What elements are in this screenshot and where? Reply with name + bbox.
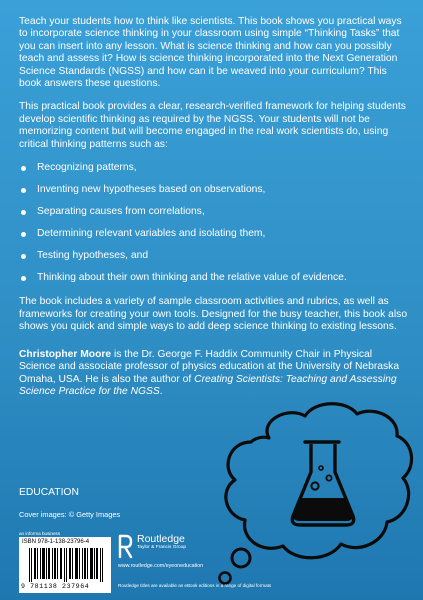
list-item: Recognizing patterns, [19, 162, 411, 174]
list-item: Thinking about their own thinking and the relative value of evidence. [19, 272, 411, 284]
list-item: Determining relevant variables and isolating them, [19, 228, 411, 240]
barcode-number: 9 781138 237964 [21, 583, 90, 590]
publisher-url: www.routledge.com/eyeoneducation [118, 563, 204, 569]
author-book-title: Creating Scientists: Teaching and Assessing Science Practice for the NGSS [19, 373, 397, 398]
thinking-patterns-list [19, 162, 411, 284]
list-item: Inventing new hypotheses based on observations, [19, 184, 411, 196]
description-paragraph-1: Teach your students how to think like scientists. This book shows you practical ways to incorporate science thinking in your classroom using simple “Thinking Tasks” that you can insert into any lesson. What is science thinking and how can you possibly teach and assess it? How is science thinking incorporated into the Next Generation Science Standards (NGSS) and how can it be weaved into your curriculum? This book answers these questions. [19, 16, 402, 90]
ebook-note: Routledge titles are available as eBook editions in a range of digital formats [118, 583, 272, 588]
author-bio-end: . [159, 386, 163, 398]
publisher-name: Routledge [137, 533, 185, 545]
flask-icon [292, 442, 353, 525]
publisher-group: Taylor & Francis Group [137, 545, 187, 550]
description-paragraph-2: This practical book provides a clear, research-verified framework for helping students develop scientific thinking as required by the NGSS. Your students will not be memorizing content but will become engaged in the real work scientists do, using critical thinking patterns such as: [19, 101, 406, 150]
isbn-barcode [19, 537, 111, 593]
cover-credit: Cover images: © Getty Images [19, 510, 121, 519]
barcode-bars [29, 548, 103, 582]
routledge-logo-icon [118, 534, 133, 559]
publisher-logo [118, 533, 238, 577]
author-bio [19, 349, 411, 399]
isbn-number: ISBN 978-1-138-23796-4 [22, 539, 90, 545]
book-description [19, 16, 411, 345]
list-item: Separating causes from correlations, [19, 206, 411, 218]
flask-thought-bubble-icon [211, 398, 421, 588]
informa-tagline: an informa business [19, 531, 61, 536]
list-item: Testing hypotheses, and [19, 250, 411, 262]
description-paragraph-3: The book includes a variety of sample classroom activities and rubrics, as well as frameworks for creating your own tools. Designed for the busy teacher, this book also shows you quick and simple ways to add deep science thinking to existing lessons. [19, 296, 408, 333]
category-label: EDUCATION [19, 487, 79, 498]
author-bio-text: is the Dr. George F. Haddix Community Chair in Physical Science and associate professor of physics education at the University of Nebraska Omaha, USA. He is also the author of [19, 349, 400, 385]
author-name: Christopher Moore [19, 349, 112, 360]
